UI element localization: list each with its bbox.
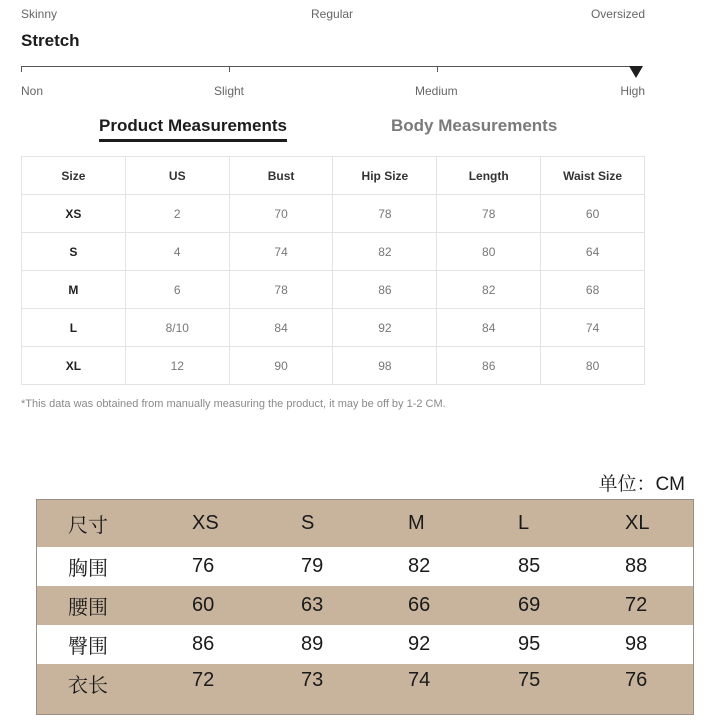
cn-cell: 88	[625, 555, 648, 577]
cell-us: 6	[125, 271, 229, 309]
cn-row-waist	[37, 586, 693, 625]
cell-hip: 82	[333, 233, 437, 271]
table-header-row	[22, 157, 645, 195]
fit-label-skinny: Skinny	[21, 7, 58, 21]
cell-size: XS	[22, 195, 126, 233]
cn-cell: 79	[301, 555, 324, 577]
cell-size: L	[22, 309, 126, 347]
cn-cell: 76	[625, 669, 648, 691]
cn-cell: 92	[408, 633, 431, 655]
active-tab-underline	[99, 139, 287, 142]
cell-length: 80	[437, 233, 541, 271]
tab-product-measurements[interactable]	[99, 116, 287, 136]
cn-cell: 60	[192, 594, 215, 616]
cell-length: 82	[437, 271, 541, 309]
stretch-title: Stretch	[21, 31, 80, 50]
header-waist-size: Waist Size	[541, 157, 645, 195]
cell-bust: 84	[229, 309, 333, 347]
cell-hip: 78	[333, 195, 437, 233]
cell-waist: 74	[541, 309, 645, 347]
table-row	[22, 233, 645, 271]
stretch-indicator-triangle-icon	[629, 66, 643, 78]
cn-header-size: 尺寸	[68, 515, 108, 537]
cn-header-m: M	[408, 512, 425, 534]
measurement-disclaimer: *This data was obtained from manually measuring the product, it may be off by 1-2 CM.	[21, 398, 446, 410]
cn-row-label: 腰围	[68, 597, 108, 619]
cn-row-label: 臀围	[68, 636, 108, 658]
cn-cell: 72	[192, 669, 215, 691]
cn-cell: 98	[625, 633, 648, 655]
cell-bust: 70	[229, 195, 333, 233]
cn-cell: 82	[408, 555, 431, 577]
table-row	[22, 347, 645, 385]
cell-hip: 92	[333, 309, 437, 347]
cell-hip: 86	[333, 271, 437, 309]
cell-waist: 64	[541, 233, 645, 271]
cn-cell: 74	[408, 669, 431, 691]
table-row	[22, 195, 645, 233]
cell-size: XL	[22, 347, 126, 385]
cell-waist: 68	[541, 271, 645, 309]
cell-bust: 90	[229, 347, 333, 385]
cn-cell: 76	[192, 555, 215, 577]
cn-row-bust	[37, 547, 693, 586]
tab-body-measurements[interactable]	[391, 116, 557, 136]
cn-cell: 63	[301, 594, 324, 616]
cell-us: 12	[125, 347, 229, 385]
cell-size: M	[22, 271, 126, 309]
cn-cell: 69	[518, 594, 541, 616]
cell-length: 84	[437, 309, 541, 347]
cn-cell: 66	[408, 594, 431, 616]
cn-cell: 95	[518, 633, 541, 655]
cell-us: 4	[125, 233, 229, 271]
fit-label-regular: Regular	[311, 7, 354, 21]
cell-length: 86	[437, 347, 541, 385]
cell-bust: 74	[229, 233, 333, 271]
header-us: US	[125, 157, 229, 195]
stretch-tick-medium	[437, 66, 438, 72]
cn-cell: 72	[625, 594, 648, 616]
cell-size: S	[22, 233, 126, 271]
header-bust: Bust	[229, 157, 333, 195]
table-row	[22, 309, 645, 347]
cell-length: 78	[437, 195, 541, 233]
cn-header-s: S	[301, 512, 315, 534]
tab-label: Body Measurements	[391, 116, 558, 135]
cell-bust: 78	[229, 271, 333, 309]
stretch-label-non: Non	[21, 84, 44, 98]
stretch-label-medium: Medium	[415, 84, 458, 98]
stretch-tick-non	[21, 66, 22, 72]
cn-row-label: 衣长	[68, 675, 108, 697]
cn-header-l: L	[518, 512, 530, 534]
chinese-size-table	[36, 499, 694, 715]
table-row	[22, 271, 645, 309]
cn-cell: 73	[301, 669, 324, 691]
cell-us: 8/10	[125, 309, 229, 347]
cn-row-length	[37, 664, 693, 714]
cn-cell: 86	[192, 633, 215, 655]
header-size: Size	[22, 157, 126, 195]
stretch-label-high: High	[620, 84, 645, 98]
cell-hip: 98	[333, 347, 437, 385]
stretch-tick-slight	[229, 66, 230, 72]
cn-cell: 89	[301, 633, 324, 655]
stretch-scale-line	[21, 66, 637, 67]
cn-header-xs: XS	[192, 512, 219, 534]
cn-cell: 75	[518, 669, 541, 691]
cn-header-xl: XL	[625, 512, 650, 534]
header-length: Length	[437, 157, 541, 195]
cell-us: 2	[125, 195, 229, 233]
tab-label: Product Measurements	[99, 116, 287, 135]
cn-cell: 85	[518, 555, 541, 577]
cell-waist: 60	[541, 195, 645, 233]
fit-label-oversized: Oversized	[590, 7, 645, 21]
header-hip-size: Hip Size	[333, 157, 437, 195]
cn-row-hip	[37, 625, 693, 664]
cn-header-row	[37, 500, 693, 547]
cn-row-label: 胸围	[68, 558, 108, 580]
stretch-label-slight: Slight	[214, 84, 245, 98]
unit-label: 单位：CM	[598, 474, 685, 495]
product-measurements-table	[21, 156, 645, 385]
cell-waist: 80	[541, 347, 645, 385]
